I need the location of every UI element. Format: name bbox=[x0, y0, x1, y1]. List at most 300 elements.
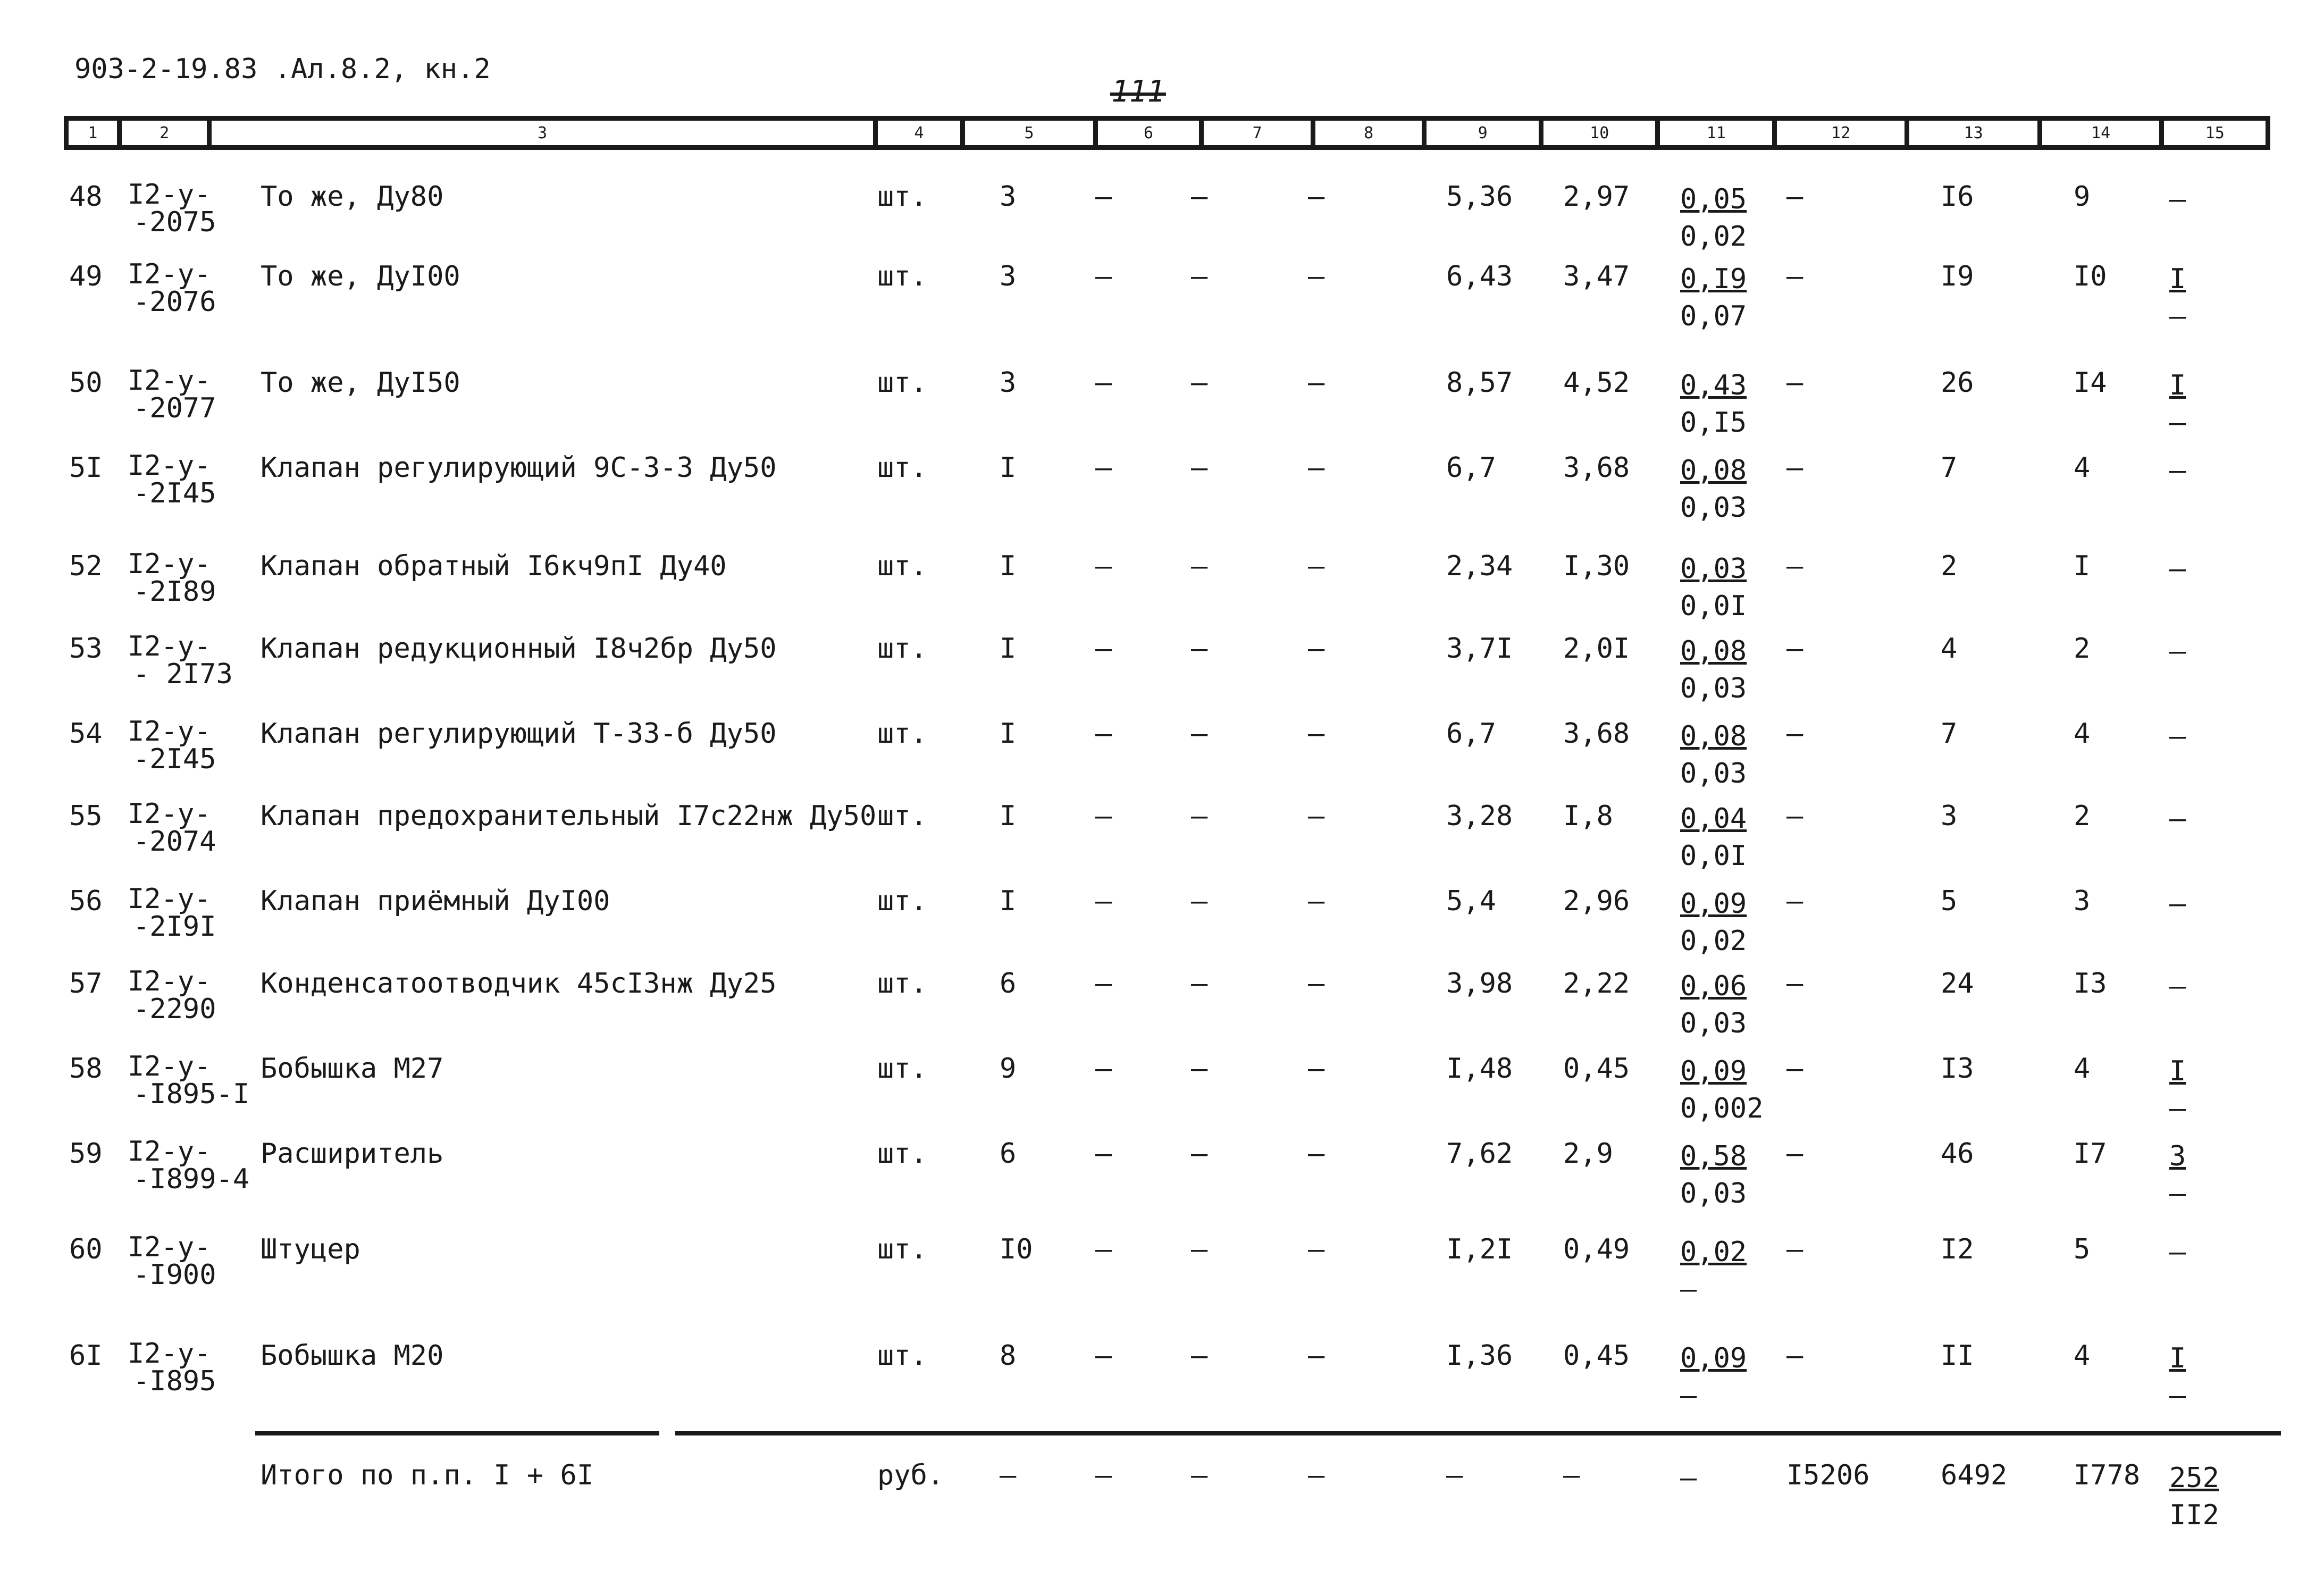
fraction-numerator: – bbox=[2169, 455, 2186, 486]
row-code-line2: -2077 bbox=[133, 392, 216, 424]
row-code-line1: I2-у- bbox=[128, 365, 211, 397]
cell: 7 bbox=[1941, 718, 1958, 750]
row-code bbox=[128, 885, 216, 941]
fraction-denominator: 0,03 bbox=[1680, 1178, 1747, 1210]
row-code bbox=[128, 1053, 249, 1108]
cell: I,30 bbox=[1563, 550, 1630, 582]
cell: – bbox=[1786, 550, 1803, 582]
fraction-denominator: – bbox=[2169, 1178, 2186, 1210]
fraction-numerator: 0,04 bbox=[1680, 803, 1747, 835]
row-unit: шт. bbox=[877, 261, 927, 292]
cell: 2 bbox=[2074, 633, 2091, 665]
cell: – bbox=[1095, 885, 1112, 917]
cell: I6 bbox=[1941, 181, 1974, 213]
cell: 2,96 bbox=[1563, 885, 1630, 917]
cell: – bbox=[1095, 261, 1112, 292]
cell: – bbox=[1095, 452, 1112, 484]
row-code-line1: I2-у- bbox=[128, 798, 211, 830]
row-code bbox=[128, 258, 216, 318]
cell: 3,68 bbox=[1563, 452, 1630, 484]
cell: – bbox=[1191, 968, 1208, 1000]
cell: 5 bbox=[1941, 885, 1958, 917]
cell-fraction bbox=[1680, 800, 1747, 875]
cell: 3 bbox=[1941, 800, 1958, 832]
table-row bbox=[0, 1340, 2324, 1446]
row-number: 53 bbox=[69, 633, 103, 665]
fraction-numerator: – bbox=[2169, 888, 2186, 920]
row-number: 48 bbox=[69, 181, 103, 213]
column-header: 4 bbox=[878, 121, 966, 145]
cell: I,2I bbox=[1446, 1233, 1513, 1265]
cell: 4 bbox=[2074, 1340, 2091, 1372]
cell: – bbox=[1786, 633, 1803, 665]
row-qty: I0 bbox=[1000, 1233, 1033, 1265]
fraction-numerator: 0,43 bbox=[1680, 370, 1747, 401]
fraction-denominator: 0,03 bbox=[1680, 758, 1747, 790]
column-header: 7 bbox=[1204, 121, 1315, 145]
cell: – bbox=[1191, 1233, 1208, 1265]
cell: – bbox=[1308, 261, 1325, 292]
cell: 3,47 bbox=[1563, 261, 1630, 292]
cell: 4 bbox=[2074, 452, 2091, 484]
fraction-denominator: 0,03 bbox=[1680, 1008, 1747, 1040]
row-unit: шт. bbox=[877, 550, 927, 582]
cell: – bbox=[1095, 181, 1112, 213]
cell: 2,34 bbox=[1446, 550, 1513, 582]
row-number: 50 bbox=[69, 367, 103, 399]
cell: – bbox=[1308, 181, 1325, 213]
fraction-numerator: 0,08 bbox=[1680, 455, 1747, 486]
fraction-numerator: 0,09 bbox=[1680, 888, 1747, 920]
cell: 2,0I bbox=[1563, 633, 1630, 665]
cell: – bbox=[1095, 367, 1112, 399]
row-name: Клапан приёмный ДуI00 bbox=[261, 885, 610, 917]
fraction-denominator: – bbox=[1680, 1380, 1697, 1412]
cell: – bbox=[1191, 633, 1208, 665]
column-header: 15 bbox=[2164, 121, 2270, 145]
cell: – bbox=[1095, 550, 1112, 582]
fraction-denominator: – bbox=[2169, 1093, 2186, 1125]
column-header: 6 bbox=[1098, 121, 1204, 145]
cell: – bbox=[1191, 718, 1208, 750]
fraction-denominator: 0,03 bbox=[1680, 673, 1747, 705]
row-number: 6I bbox=[69, 1340, 103, 1372]
total-separator-line bbox=[255, 1431, 659, 1435]
column-header: 14 bbox=[2042, 121, 2164, 145]
cell: – bbox=[1786, 1053, 1803, 1085]
row-name: Клапан редукционный I8ч2бр Ду50 bbox=[261, 633, 777, 665]
cell-fraction bbox=[1680, 367, 1747, 441]
fraction-denominator: 0,02 bbox=[1680, 925, 1747, 958]
column-header: 5 bbox=[965, 121, 1097, 145]
cell-fraction bbox=[1680, 968, 1747, 1042]
cell: 2,97 bbox=[1563, 181, 1630, 213]
cell: 2 bbox=[1941, 550, 1958, 582]
row-code-line1: I2-у- bbox=[128, 631, 211, 662]
total-label: Итого по п.п. I + 6I bbox=[261, 1459, 594, 1491]
row-number: 54 bbox=[69, 718, 103, 750]
total-col12: I5206 bbox=[1786, 1459, 1870, 1491]
cell: 7 bbox=[1941, 452, 1958, 484]
cell: – bbox=[1786, 452, 1803, 484]
cell: I2 bbox=[1941, 1233, 1974, 1265]
fraction-denominator: – bbox=[2169, 407, 2186, 439]
row-qty: 8 bbox=[1000, 1340, 1017, 1372]
cell-fraction bbox=[1680, 1138, 1747, 1212]
cell: – bbox=[1191, 800, 1208, 832]
column-header: 2 bbox=[122, 121, 212, 145]
row-qty: 9 bbox=[1000, 1053, 1017, 1085]
column-header: 11 bbox=[1660, 121, 1777, 145]
row-name: То же, Ду80 bbox=[261, 181, 444, 213]
cell: 8,57 bbox=[1446, 367, 1513, 399]
fraction-numerator: – bbox=[2169, 803, 2186, 835]
fraction-denominator: 0,03 bbox=[1680, 492, 1747, 524]
row-qty: 3 bbox=[1000, 181, 1017, 213]
row-name: Клапан обратный I6кч9пI Ду40 bbox=[261, 550, 727, 582]
row-code bbox=[128, 1138, 249, 1193]
row-code bbox=[128, 798, 216, 858]
fraction-numerator: 0,58 bbox=[1680, 1140, 1747, 1172]
cell-fraction bbox=[2169, 800, 2186, 837]
total-row bbox=[0, 1459, 2324, 1566]
cell: I7 bbox=[2074, 1138, 2107, 1170]
cell: – bbox=[1191, 367, 1208, 399]
fraction-numerator: 0,02 bbox=[1680, 1236, 1747, 1268]
page-number: 111 bbox=[1111, 74, 1165, 109]
fraction-numerator: 0,09 bbox=[1680, 1342, 1747, 1374]
row-name: Штуцер bbox=[261, 1233, 360, 1265]
row-code-line1: I2-у- bbox=[128, 1051, 211, 1082]
row-unit: шт. bbox=[877, 452, 927, 484]
fraction-numerator: 0,06 bbox=[1680, 970, 1747, 1002]
fraction-denominator: 0,0I bbox=[1680, 840, 1747, 872]
cell: 0,45 bbox=[1563, 1053, 1630, 1085]
cell: – bbox=[1191, 452, 1208, 484]
row-code-line2: -2076 bbox=[133, 286, 216, 318]
row-number: 55 bbox=[69, 800, 103, 832]
cell-fraction bbox=[2169, 367, 2186, 441]
cell: 4,52 bbox=[1563, 367, 1630, 399]
cell: 3,98 bbox=[1446, 968, 1513, 1000]
fraction-numerator: I bbox=[2169, 263, 2186, 295]
document-code: 903-2-19.83 .Ал.8.2, кн.2 bbox=[74, 53, 491, 85]
row-code-line1: I2-у- bbox=[128, 716, 211, 748]
cell: 3,68 bbox=[1563, 718, 1630, 750]
cell-fraction bbox=[1680, 181, 1747, 255]
row-number: 59 bbox=[69, 1138, 103, 1170]
cell: – bbox=[1191, 1340, 1208, 1372]
row-code bbox=[128, 965, 216, 1025]
cell: – bbox=[1095, 718, 1112, 750]
total-col15-denominator: II2 bbox=[2169, 1499, 2219, 1532]
cell: 0,49 bbox=[1563, 1233, 1630, 1265]
cell: – bbox=[1786, 367, 1803, 399]
fraction-denominator: 0,002 bbox=[1680, 1093, 1764, 1125]
cell: – bbox=[1191, 1138, 1208, 1170]
cell: – bbox=[1191, 885, 1208, 917]
cell: 6,7 bbox=[1446, 718, 1496, 750]
row-qty: I bbox=[1000, 885, 1017, 917]
cell: – bbox=[1095, 800, 1112, 832]
row-unit: шт. bbox=[877, 885, 927, 917]
cell: – bbox=[1308, 1459, 1325, 1491]
row-code-line2: -2I9I bbox=[133, 911, 216, 943]
row-code-line2: - 2I73 bbox=[133, 658, 233, 690]
cell: 5,36 bbox=[1446, 181, 1513, 213]
cell: 7,62 bbox=[1446, 1138, 1513, 1170]
cell-fraction bbox=[1680, 1340, 1747, 1414]
row-name: Бобышка М20 bbox=[261, 1340, 444, 1372]
fraction-numerator: I bbox=[2169, 1342, 2186, 1374]
total-col15-numerator: 252 bbox=[2169, 1462, 2219, 1494]
row-qty: 6 bbox=[1000, 968, 1017, 1000]
row-number: 5I bbox=[69, 452, 103, 484]
row-code-line1: I2-у- bbox=[128, 450, 211, 482]
row-qty: 3 bbox=[1000, 367, 1017, 399]
cell-fraction bbox=[1680, 452, 1747, 526]
cell: I bbox=[2074, 550, 2091, 582]
row-code bbox=[128, 550, 216, 606]
fraction-denominator: 0,I5 bbox=[1680, 407, 1747, 439]
table-row bbox=[0, 1138, 2324, 1244]
cell: II bbox=[1941, 1340, 1974, 1372]
cell-fraction bbox=[2169, 181, 2186, 218]
cell: 4 bbox=[2074, 718, 2091, 750]
cell: – bbox=[1191, 550, 1208, 582]
total-col13: 6492 bbox=[1941, 1459, 2008, 1491]
cell: I,48 bbox=[1446, 1053, 1513, 1085]
row-code-line2: -I900 bbox=[133, 1259, 216, 1291]
cell-fraction bbox=[2169, 885, 2186, 922]
row-code-line2: -2074 bbox=[133, 826, 216, 858]
row-name: То же, ДуI50 bbox=[261, 367, 460, 399]
cell-fraction bbox=[2169, 718, 2186, 755]
row-number: 57 bbox=[69, 968, 103, 1000]
cell: – bbox=[1095, 1233, 1112, 1265]
fraction-numerator: I bbox=[2169, 370, 2186, 401]
row-code-line2: -2I45 bbox=[133, 743, 216, 775]
cell-fraction bbox=[2169, 550, 2186, 587]
cell: I4 bbox=[2074, 367, 2107, 399]
cell: – bbox=[1308, 367, 1325, 399]
row-code-line1: I2-у- bbox=[128, 258, 211, 290]
fraction-numerator: 0,08 bbox=[1680, 635, 1747, 667]
row-code bbox=[128, 718, 216, 773]
row-number: 58 bbox=[69, 1053, 103, 1085]
cell: – bbox=[1680, 1462, 1697, 1494]
column-header: 13 bbox=[1909, 121, 2042, 145]
fraction-denominator: 0,02 bbox=[1680, 221, 1747, 253]
cell: 9 bbox=[2074, 181, 2091, 213]
fraction-denominator: – bbox=[2169, 300, 2186, 333]
cell-fraction bbox=[1680, 261, 1747, 335]
row-unit: шт. bbox=[877, 800, 927, 832]
cell: – bbox=[1308, 885, 1325, 917]
cell: – bbox=[1786, 1233, 1803, 1265]
row-number: 49 bbox=[69, 261, 103, 292]
total-col15 bbox=[2169, 1459, 2219, 1534]
cell: – bbox=[1095, 1340, 1112, 1372]
row-name: Конденсатоотводчик 45сI3нж Ду25 bbox=[261, 968, 777, 1000]
cell: – bbox=[1446, 1459, 1463, 1491]
cell: – bbox=[1191, 1459, 1208, 1491]
row-code bbox=[128, 452, 216, 507]
cell: I3 bbox=[1941, 1053, 1974, 1085]
row-qty: I bbox=[1000, 633, 1017, 665]
row-code-line1: I2-у- bbox=[128, 1338, 211, 1370]
cell-fraction bbox=[2169, 1233, 2186, 1271]
cell: I0 bbox=[2074, 261, 2107, 292]
row-number: 60 bbox=[69, 1233, 103, 1265]
cell: – bbox=[1308, 550, 1325, 582]
cell-fraction bbox=[2169, 1138, 2186, 1212]
cell: – bbox=[1786, 718, 1803, 750]
cell: 3 bbox=[2074, 885, 2091, 917]
fraction-denominator: – bbox=[2169, 1380, 2186, 1412]
cell: – bbox=[1000, 1459, 1017, 1491]
row-code-line2: -I895 bbox=[133, 1365, 216, 1397]
column-header: 12 bbox=[1777, 121, 1909, 145]
cell: – bbox=[1191, 1053, 1208, 1085]
cell: – bbox=[1308, 633, 1325, 665]
cell: 5,4 bbox=[1446, 885, 1496, 917]
cell: I,8 bbox=[1563, 800, 1613, 832]
cell-fraction bbox=[1680, 1233, 1747, 1308]
row-code-line2: -I899-4 bbox=[133, 1163, 250, 1195]
row-code-line1: I2-у- bbox=[128, 1231, 211, 1263]
row-code-line2: -2I89 bbox=[133, 576, 216, 608]
row-code-line1: I2-у- bbox=[128, 883, 211, 915]
cell: – bbox=[1308, 452, 1325, 484]
cell: – bbox=[1786, 885, 1803, 917]
cell: – bbox=[1786, 1138, 1803, 1170]
row-qty: I bbox=[1000, 550, 1017, 582]
cell: – bbox=[1095, 633, 1112, 665]
cell: – bbox=[1095, 1138, 1112, 1170]
row-name: Расширитель bbox=[261, 1138, 444, 1170]
cell: 2,22 bbox=[1563, 968, 1630, 1000]
row-unit: шт. bbox=[877, 181, 927, 213]
row-code-line1: I2-у- bbox=[128, 548, 211, 580]
row-code bbox=[128, 1233, 216, 1289]
cell: – bbox=[1095, 1459, 1112, 1491]
fraction-numerator: – bbox=[2169, 720, 2186, 752]
cell: 5 bbox=[2074, 1233, 2091, 1265]
cell-fraction bbox=[1680, 550, 1747, 625]
row-number: 56 bbox=[69, 885, 103, 917]
row-qty: 3 bbox=[1000, 261, 1017, 292]
total-separator-line bbox=[675, 1431, 2281, 1435]
fraction-numerator: 3 bbox=[2169, 1140, 2186, 1172]
cell-fraction bbox=[2169, 1053, 2186, 1127]
row-unit: шт. bbox=[877, 1138, 927, 1170]
row-unit: шт. bbox=[877, 367, 927, 399]
cell-fraction bbox=[2169, 261, 2186, 335]
cell: – bbox=[1563, 1459, 1580, 1491]
fraction-numerator: – bbox=[2169, 183, 2186, 215]
column-header: 1 bbox=[69, 121, 122, 145]
column-header: 3 bbox=[212, 121, 877, 145]
row-code bbox=[128, 367, 216, 422]
row-unit: шт. bbox=[877, 1233, 927, 1265]
cell: – bbox=[1308, 800, 1325, 832]
fraction-denominator: 0,0I bbox=[1680, 590, 1747, 623]
row-name: Клапан регулирующий 9С-3-3 Ду50 bbox=[261, 452, 777, 484]
fraction-numerator: – bbox=[2169, 1236, 2186, 1268]
row-unit: шт. bbox=[877, 968, 927, 1000]
cell: 4 bbox=[2074, 1053, 2091, 1085]
row-unit: шт. bbox=[877, 718, 927, 750]
cell: I9 bbox=[1941, 261, 1974, 292]
cell: – bbox=[1786, 968, 1803, 1000]
fraction-numerator: 0,05 bbox=[1680, 183, 1747, 215]
row-name: Клапан регулирующий Т-33-б Ду50 bbox=[261, 718, 777, 750]
cell-fraction bbox=[2169, 452, 2186, 489]
cell: – bbox=[1308, 968, 1325, 1000]
cell: 2,9 bbox=[1563, 1138, 1613, 1170]
fraction-numerator: – bbox=[2169, 635, 2186, 667]
cell: 46 bbox=[1941, 1138, 1974, 1170]
row-code bbox=[128, 1340, 216, 1395]
table-row bbox=[0, 1233, 2324, 1340]
cell: 3,28 bbox=[1446, 800, 1513, 832]
cell: – bbox=[1095, 1053, 1112, 1085]
fraction-denominator: 0,07 bbox=[1680, 300, 1747, 333]
row-qty: 6 bbox=[1000, 1138, 1017, 1170]
row-code bbox=[128, 633, 233, 688]
cell: 3,7I bbox=[1446, 633, 1513, 665]
row-code-line2: -2I45 bbox=[133, 477, 216, 509]
fraction-numerator: 0,08 bbox=[1680, 720, 1747, 752]
cell: – bbox=[1308, 1233, 1325, 1265]
row-unit: шт. bbox=[877, 1340, 927, 1372]
cell: – bbox=[1308, 1053, 1325, 1085]
table-row bbox=[0, 452, 2324, 558]
fraction-denominator: – bbox=[1680, 1273, 1697, 1306]
total-unit: руб. bbox=[877, 1459, 944, 1491]
cell: – bbox=[1786, 181, 1803, 213]
cell: I3 bbox=[2074, 968, 2107, 1000]
cell: – bbox=[1786, 1340, 1803, 1372]
fraction-numerator: – bbox=[2169, 970, 2186, 1002]
cell-fraction bbox=[1680, 885, 1747, 960]
row-unit: шт. bbox=[877, 633, 927, 665]
fraction-numerator: – bbox=[2169, 553, 2186, 585]
cell: – bbox=[1786, 261, 1803, 292]
fraction-numerator: I bbox=[2169, 1055, 2186, 1087]
row-name: То же, ДуI00 bbox=[261, 261, 460, 292]
cell: 6,43 bbox=[1446, 261, 1513, 292]
row-number: 52 bbox=[69, 550, 103, 582]
cell: 24 bbox=[1941, 968, 1974, 1000]
row-code-line2: -2290 bbox=[133, 993, 216, 1025]
cell: I,36 bbox=[1446, 1340, 1513, 1372]
cell: – bbox=[1308, 718, 1325, 750]
row-code-line2: -I895-I bbox=[133, 1078, 250, 1110]
fraction-numerator: 0,09 bbox=[1680, 1055, 1747, 1087]
fraction-numerator: 0,I9 bbox=[1680, 263, 1747, 295]
cell-fraction bbox=[2169, 968, 2186, 1005]
row-name: Клапан предохранительный I7с22нж Ду50 bbox=[261, 800, 877, 832]
column-header: 8 bbox=[1315, 121, 1427, 145]
cell: – bbox=[1191, 261, 1208, 292]
total-col14: I778 bbox=[2074, 1459, 2141, 1491]
column-header-strip bbox=[64, 116, 2270, 150]
row-code-line1: I2-у- bbox=[128, 965, 211, 997]
cell: – bbox=[1786, 800, 1803, 832]
cell: – bbox=[1308, 1138, 1325, 1170]
